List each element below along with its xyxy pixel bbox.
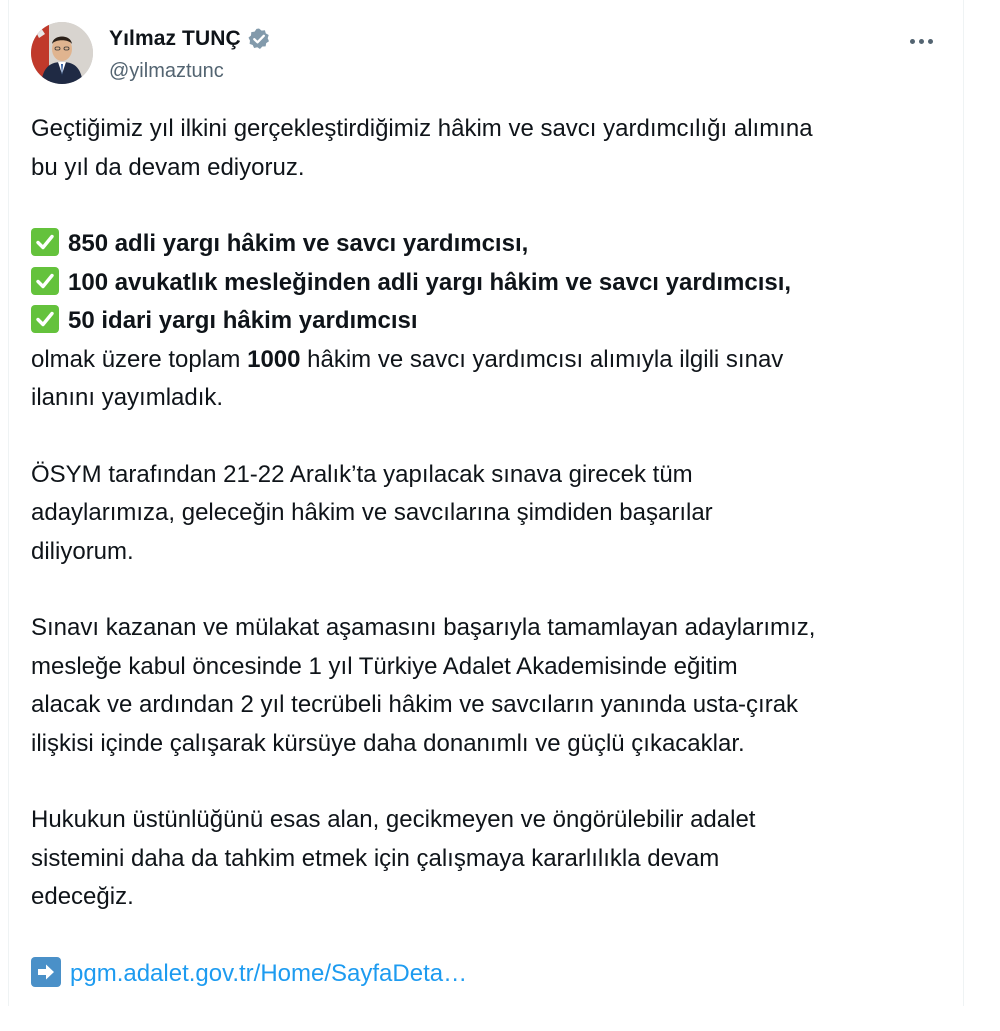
more-options-icon[interactable]	[903, 26, 939, 56]
display-name-row[interactable]	[109, 26, 271, 52]
tweet-text	[31, 110, 951, 1031]
tweet-card	[8, 0, 964, 1006]
text-line: ilişkisi içinde çalışarak kürsüye daha donanımlı ve güçlü çıkacaklar.	[31, 729, 745, 757]
paragraph-training	[31, 609, 951, 763]
list-item-text: 50 idari yargı hâkim yardımcısı	[68, 307, 418, 334]
list-item-text: 850 adli yargı hâkim ve savcı yardımcısı,	[68, 230, 529, 257]
bold-number: 1000	[247, 345, 301, 373]
text-line: edeceğiz.	[31, 883, 134, 910]
verified-badge-icon[interactable]	[247, 27, 271, 51]
text-line	[31, 341, 951, 380]
author-names	[109, 26, 271, 84]
text-line: diliyorum.	[31, 537, 134, 565]
tweet-header	[31, 22, 951, 88]
paragraph-closing	[31, 801, 951, 917]
check-mark-icon	[31, 305, 59, 333]
text-line: bu yıl da devam ediyoruz.	[31, 153, 305, 181]
text-line: Sınavı kazanan ve mülakat aşamasını başarıyla tamamlayan adaylarımız,	[31, 614, 816, 641]
paragraph-osym	[31, 456, 951, 572]
text-line: sistemini daha da tahkim etmek için çalışmaya kararlılıkla devam	[31, 844, 720, 872]
more-dot	[919, 39, 924, 44]
text-segment: olmak üzere toplam	[31, 345, 248, 373]
more-dot	[910, 39, 915, 44]
text-line: ÖSYM tarafından 21-22 Aralık’ta yapılacak sınava girecek tüm	[31, 460, 693, 488]
check-mark-icon	[31, 267, 59, 295]
text-line: alacak ve ardından 2 yıl tecrübeli hâkim ve savcıların yanında usta-çırak	[31, 691, 799, 718]
paragraph-list	[31, 225, 951, 418]
text-line: Geçtiğimiz yıl ilkini gerçekleştirdiğimiz hâkim ve savcı yardımcılığı alımına	[31, 115, 813, 142]
paragraph-link	[31, 955, 951, 994]
text-line: Hukukun üstünlüğünü esas alan, gecikmeyen ve öngörülebilir adalet	[31, 806, 756, 833]
text-segment: hâkim ve savcı yardımcısı alımıyla ilgili sınav	[300, 345, 784, 373]
list-item	[31, 302, 951, 341]
list-item	[31, 264, 951, 303]
text-line: adaylarımıza, geleceğin hâkim ve savcılarına şimdiden başarılar	[31, 499, 713, 526]
more-dot	[928, 39, 933, 44]
avatar[interactable]	[31, 22, 93, 84]
paragraph-intro	[31, 110, 951, 187]
check-mark-icon	[31, 228, 59, 256]
tweet-link[interactable]: pgm.adalet.gov.tr/Home/SayfaDeta…	[70, 959, 468, 987]
display-name[interactable]: Yılmaz TUNÇ	[109, 27, 241, 50]
text-line: ilanını yayımladık.	[31, 384, 224, 411]
list-item-text: 100 avukatlık mesleğinden adli yargı hâkim ve savcı yardımcısı,	[68, 268, 792, 296]
link-line	[31, 955, 951, 994]
right-arrow-icon	[31, 957, 61, 987]
list-item	[31, 225, 951, 264]
author-handle[interactable]: @yilmaztunc	[109, 60, 224, 82]
text-line: mesleğe kabul öncesinde 1 yıl Türkiye Adalet Akademisinde eğitim	[31, 652, 738, 680]
